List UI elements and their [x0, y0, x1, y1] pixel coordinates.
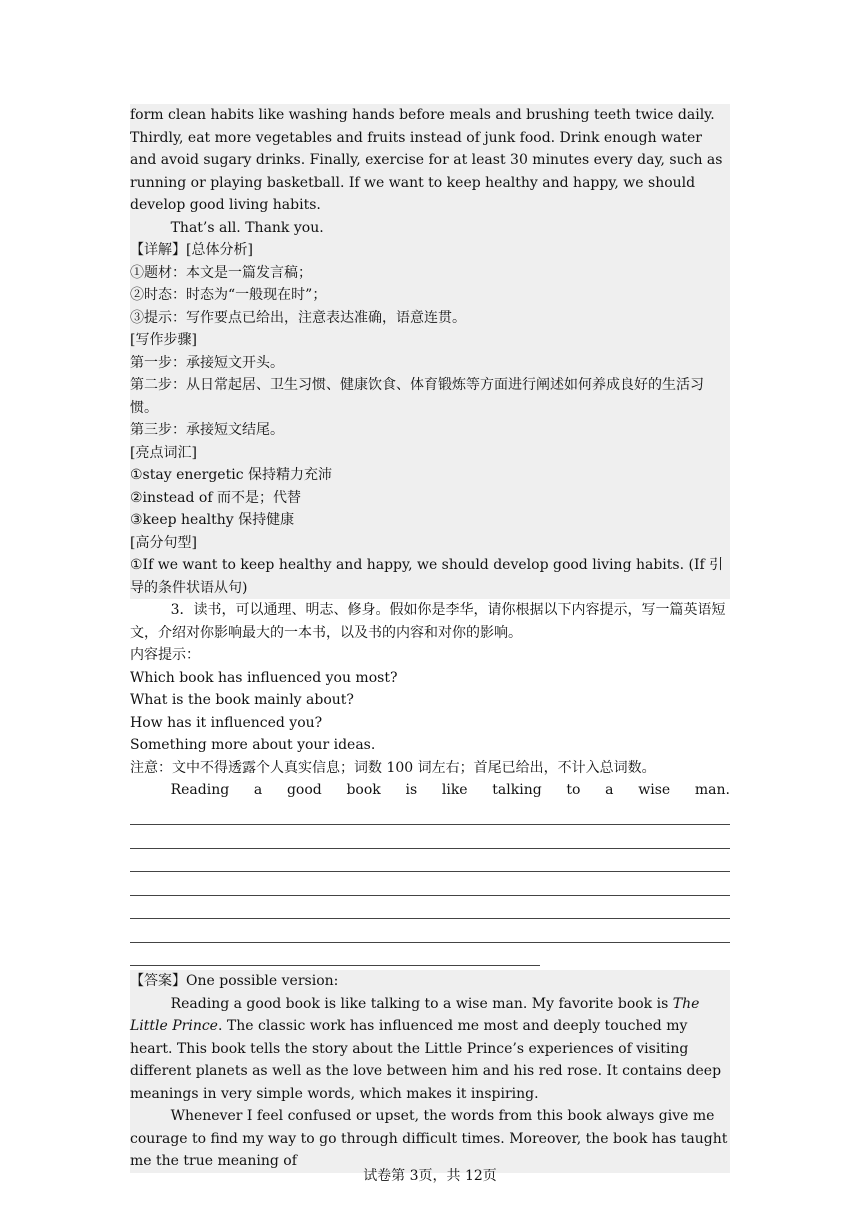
sentence-heading: [高分句型] [130, 534, 197, 551]
analysis-heading: 【详解】[总体分析] [130, 242, 253, 258]
question-note: 注意：文中不得透露个人真实信息；词数 100 词左右；首尾已给出，不计入总词数。 [130, 759, 656, 776]
question-intro: 3．读书，可以通理、明志、修身。假如你是李华，请你根据以下内容提示，写一篇英语短文，介绍对你影响最大的一本书，以及书的内容和对你的影响。 [130, 602, 726, 641]
step-item: 第三步：承接短文结尾。 [130, 422, 284, 438]
answer-line[interactable] [130, 919, 730, 943]
analysis-item: ②时态：时态为“一般现在时”； [130, 287, 327, 303]
sentence-item: ①If we want to keep healthy and happy, we should develop good living habits. (If 引导的条件状语从句) [130, 557, 724, 596]
vocab-item: ③keep healthy 保持健康 [130, 512, 295, 528]
analysis-item: ①题材：本文是一篇发言稿； [130, 264, 312, 281]
essay-paragraph: form clean habits like washing hands before meals and brushing teeth twice daily. Thirdly, eat more vegetables and fruits instead of junk food. Drink enough water and avoid sugary drinks. Finally, exercise for at least 30 minutes every day, such as running or playing basketball. If we want to keep healthy and happy, we should develop good living habits. [130, 107, 723, 213]
answer-line[interactable] [130, 896, 730, 920]
answer-line[interactable] [130, 872, 730, 896]
step-item: 第一步：承接短文开头。 [130, 354, 284, 371]
vocab-item: ①stay energetic 保持精力充沛 [130, 467, 332, 483]
answer-text: . The classic work has influenced me most and deeply touched my heart. This book tells the story about the Little Prince’s experiences of visiting different planets as well as the love between him and his red rose. It contains deep meanings in very simple words, which makes it inspiring. [130, 1018, 722, 1102]
book-title: The Little Prince [130, 995, 700, 1034]
page-footer: 试卷第 3页，共 12页 [363, 1168, 497, 1184]
hint-item: What is the book mainly about? [130, 692, 354, 708]
answer-line[interactable] [130, 802, 730, 826]
answer-label: 【答案】One possible version: [130, 973, 339, 989]
shaded-answer-block [130, 970, 730, 1173]
analysis-item: ③提示：写作要点已给出，注意表达准确，语意连贯。 [130, 309, 466, 326]
answer-line[interactable] [130, 825, 730, 849]
answer-paragraph-2: Whenever I feel confused or upset, the words from this book always give me courage to find my way to go through difficult times. Moreover, the book has taught me the true meaning of [130, 1108, 728, 1169]
answer-line[interactable] [130, 943, 540, 967]
vocab-heading: [亮点词汇] [130, 444, 197, 461]
question-block [130, 599, 730, 966]
hint-label: 内容提示： [130, 647, 200, 663]
shaded-explanation-block [130, 104, 730, 599]
hint-item: Which book has influenced you most? [130, 669, 398, 686]
page-content [130, 104, 730, 1173]
vocab-item: ②instead of 而不是；代替 [130, 489, 301, 506]
answer-paragraph-1 [130, 993, 730, 1106]
step-item: 第二步：从日常起居、卫生习惯、健康饮食、体育锻炼等方面进行阐述如何养成良好的生活习惯。 [130, 377, 704, 416]
hint-item: How has it influenced you? [130, 714, 323, 731]
steps-heading: [写作步骤] [130, 332, 197, 348]
writing-opening: Reading a good book is like talking to a wise man. [170, 782, 730, 798]
essay-closing: That’s all. Thank you. [170, 219, 324, 236]
hint-item: Something more about your ideas. [130, 737, 376, 753]
answer-text: Reading a good book is like talking to a wise man. My favorite book is [170, 995, 673, 1012]
answer-line[interactable] [130, 849, 730, 873]
